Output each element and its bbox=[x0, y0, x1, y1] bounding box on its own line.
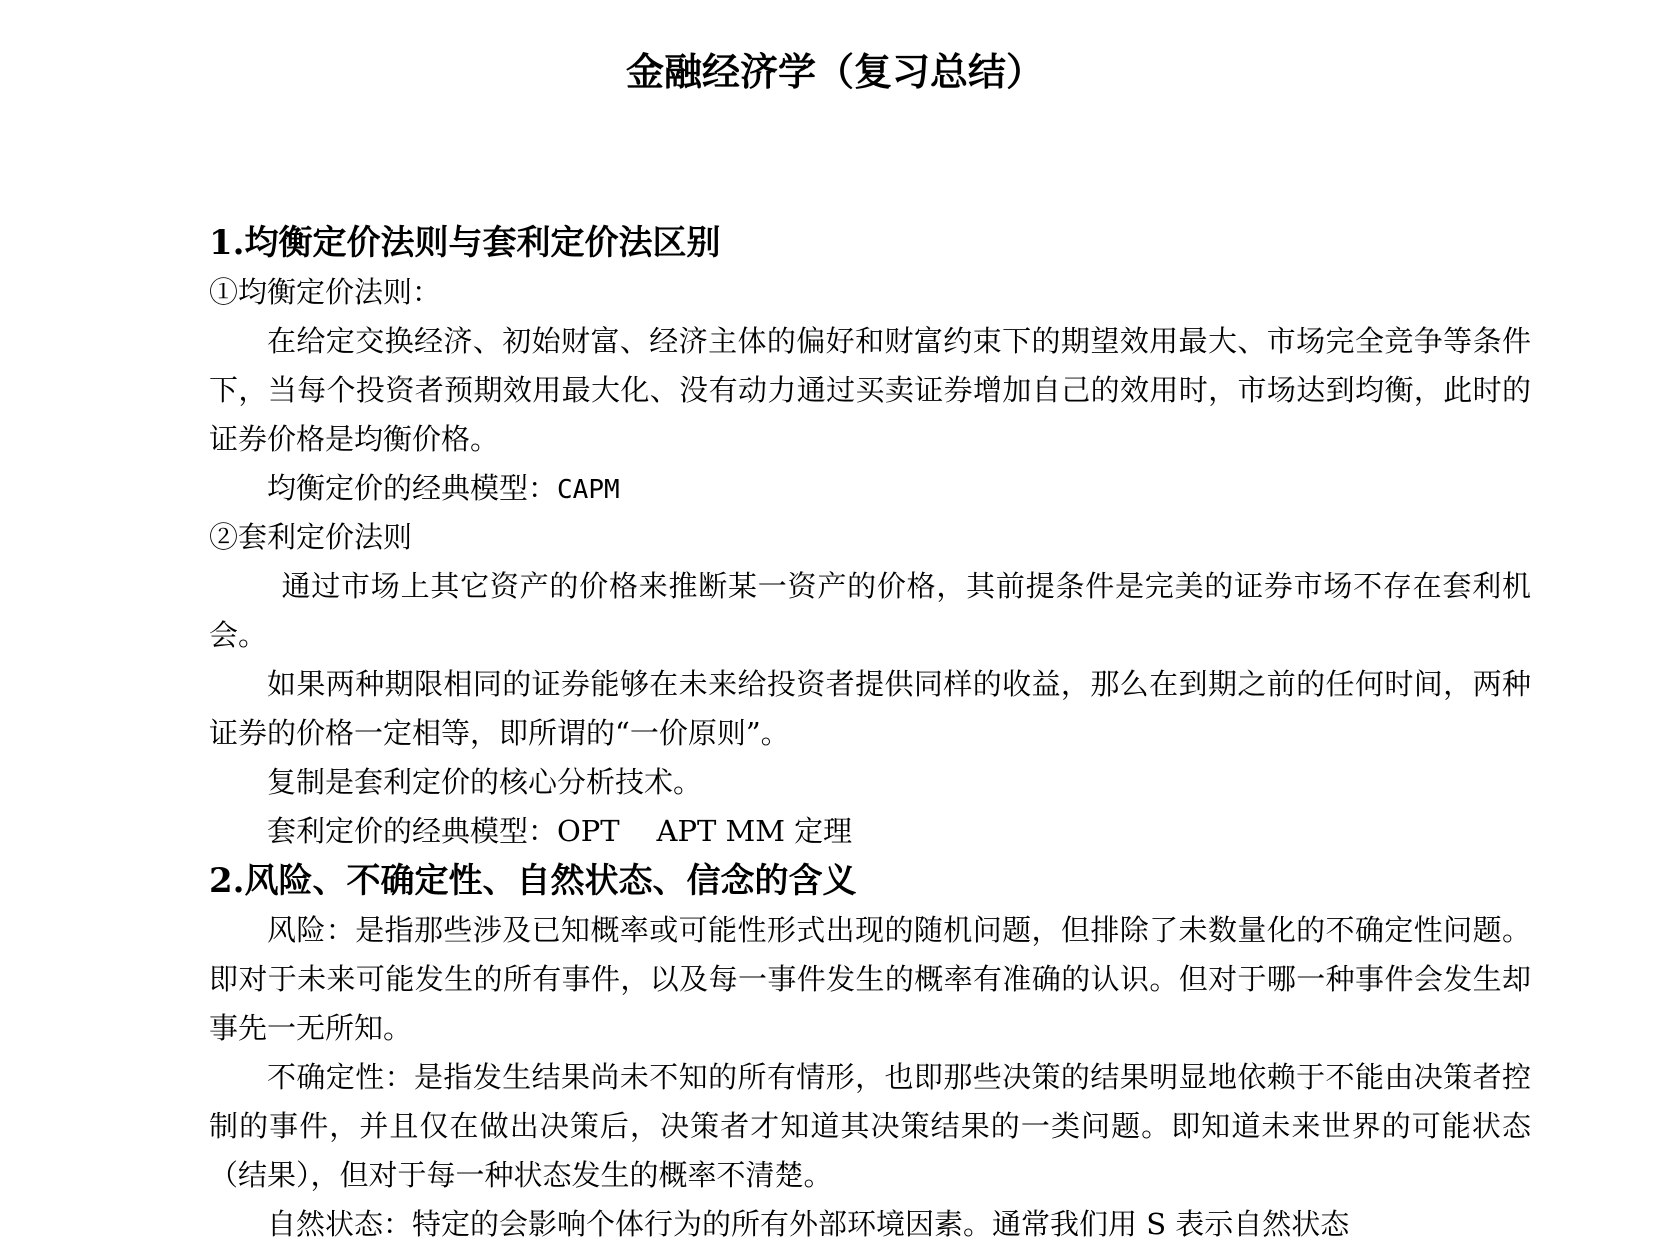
document-title: 金融经济学（复习总结） bbox=[625, 49, 1044, 94]
section-1-sub1-paragraph: 在给定交换经济、初始财富、经济主体的偏好和财富约束下的期望效用最大、市场完全竞争等条件下，当每个投资者预期效用最大化、没有动力通过买卖证券增加自己的效用时，市场达到均衡，此时的证券价格是均衡价格。 bbox=[209, 324, 1531, 456]
section-1-sub1-model-line bbox=[209, 464, 1531, 513]
section-2-paragraph-risk: 风险：是指那些涉及已知概率或可能性形式出现的随机问题，但排除了未数量化的不确定性问题。即对于未来可能发生的所有事件，以及每一事件发生的概率有准确的认识。但对于哪一种事件会发生却事先一无所知。 bbox=[209, 913, 1531, 1045]
section-1-heading: 1.均衡定价法则与套利定价法区别 bbox=[209, 223, 721, 263]
section-1-sub2-paragraph-1: 通过市场上其它资产的价格来推断某一资产的价格，其前提条件是完美的证券市场不存在套利机会。 bbox=[209, 569, 1531, 652]
section-1-sub1-label: ①均衡定价法则： bbox=[209, 275, 442, 309]
model-label: 均衡定价的经典模型： bbox=[267, 471, 558, 505]
section-1-sub2-paragraph-3: 复制是套利定价的核心分析技术。 bbox=[267, 765, 703, 799]
section-1-sub2-paragraph-2: 如果两种期限相同的证券能够在未来给投资者提供同样的收益，那么在到期之前的任何时间，两种证券的价格一定相等，即所谓的“一价原则”。 bbox=[209, 667, 1531, 750]
section-2-heading: 2.风险、不确定性、自然状态、信念的含义 bbox=[209, 861, 857, 901]
section-2-paragraph-uncertainty: 不确定性：是指发生结果尚未不知的所有情形，也即那些决策的结果明显地依赖于不能由决策者控制的事件，并且仅在做出决策后，决策者才知道其决策结果的一类问题。即知道未来世界的可能状态（结果），但对于每一种状态发生的概率不清楚。 bbox=[209, 1060, 1531, 1192]
section-1-sub2-label: ②套利定价法则 bbox=[209, 520, 413, 554]
model-value: CAPM bbox=[557, 475, 620, 505]
section-2-paragraph-state: 自然状态：特定的会影响个体行为的所有外部环境因素。通常我们用 S 表示自然状态 bbox=[267, 1207, 1350, 1241]
section-1-sub2-model-line: 套利定价的经典模型：OPT APT MM 定理 bbox=[267, 814, 853, 848]
document-body bbox=[209, 218, 1531, 1249]
